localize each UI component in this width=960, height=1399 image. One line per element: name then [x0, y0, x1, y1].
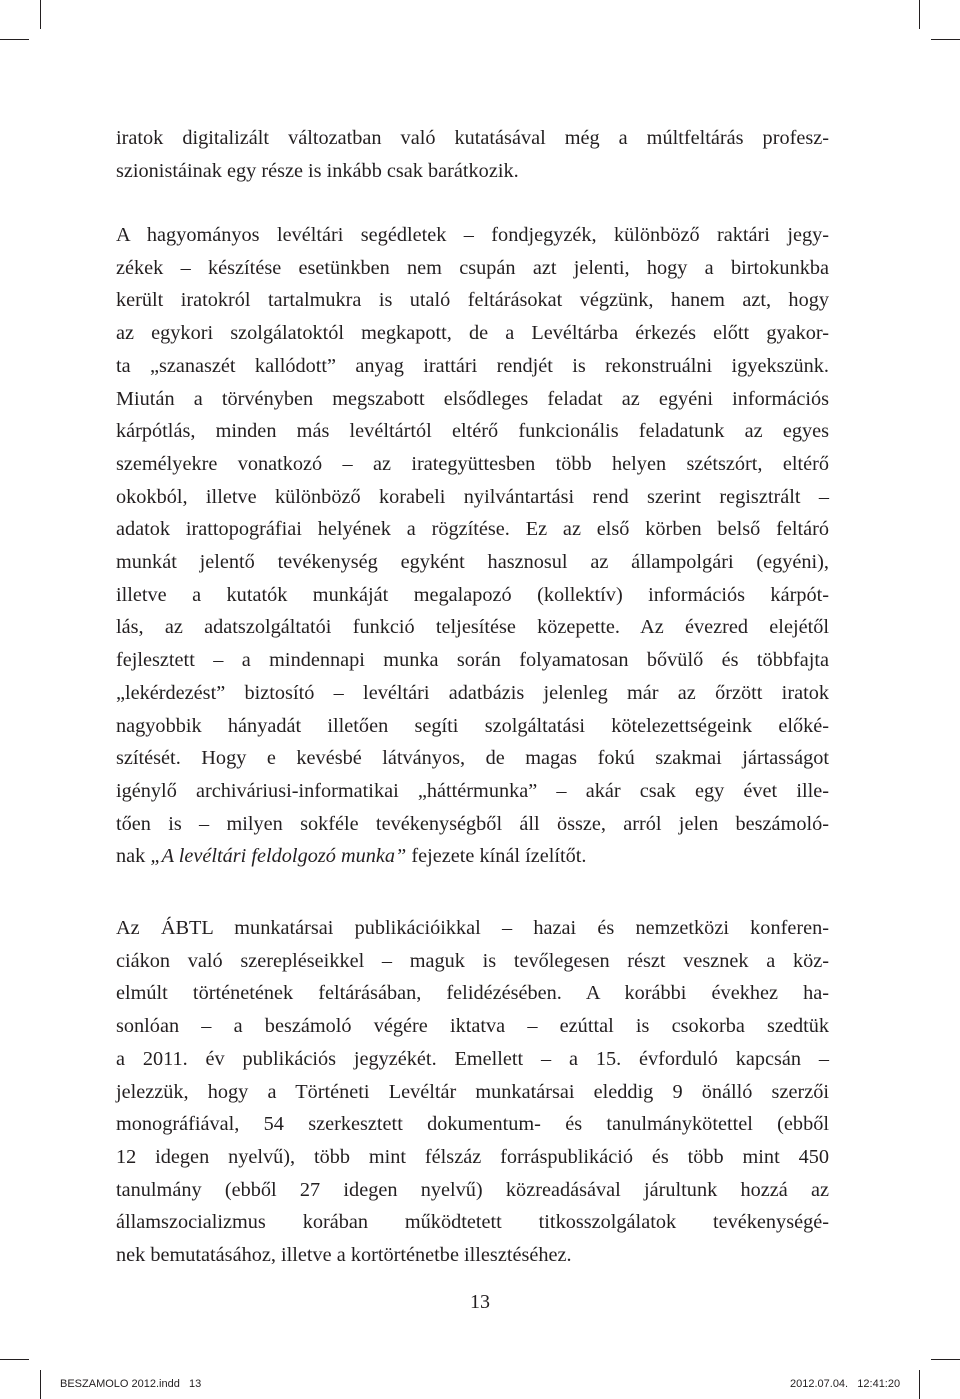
text-line: fejlesztett – a mindennapi munka során folyamatosan bővülő és többfajta	[116, 649, 829, 672]
text-line: ciákon való szerepléseikkel – maguk is tevőlegesen részt vesznek a köz-	[116, 949, 829, 972]
text-line: került iratokról tartalmukra is utaló feltárásokat végzünk, hanem azt, hogy	[116, 289, 829, 312]
text-line: zékek – készítése esetünkben nem csupán azt jelenti, hogy a birtokunkba	[116, 256, 829, 279]
text-line: illetve a kutatók munkáját megalapozó (kollektív) információs kárpót-	[116, 583, 829, 606]
text-line: a 2011. év publikációs jegyzékét. Emellett – a 15. évforduló kapcsán –	[116, 1047, 829, 1070]
paragraph-1	[116, 122, 829, 187]
text-line: ta „szanaszét kallódott” anyag irattári rendjét is rekonstruálni igyekszünk.	[116, 354, 829, 377]
section-title-reference: „A levéltári feldolgozó munka”	[150, 845, 407, 868]
text-line: tanulmány (ebből 27 idegen nyelvű) közreadásával járultunk hozzá az	[116, 1178, 829, 1201]
text-line: nek bemutatásához, illetve a kortörténetbe illesztéséhez.	[116, 1244, 572, 1267]
crop-mark-top-right-vertical	[919, 0, 920, 29]
text-line: A hagyományos levéltári segédletek – fondjegyzék, különböző raktári jegy-	[116, 224, 829, 246]
slug-timestamp: 2012.07.04. 12:41:20	[790, 1378, 901, 1390]
text-line: Miután a törvényben megszabott elsődleges feladat az egyéni információs	[116, 387, 829, 410]
text-line: 12 idegen nyelvű), több mint félszáz forráspublikáció és több mint 450	[116, 1145, 829, 1168]
text-line: monográfiával, 54 szerkesztett dokumentum- és tanulmánykötettel (ebből	[116, 1113, 829, 1136]
crop-mark-top-left-vertical	[40, 0, 41, 29]
text-line: adatok irattopográfiai helyének a rögzítése. Ez az első körben belső feltáró	[116, 518, 829, 541]
text-line: okokból, illetve különböző korabeli nyilvántartási rend szerint regisztrált –	[116, 485, 829, 508]
text-line: „lekérdezést” biztosító – levéltári adatbázis jelenleg már az őrzött iratok	[116, 681, 829, 704]
text-line: szítését. Hogy e kevésbé látványos, de magas fokú szakmai jártasságot	[116, 747, 829, 770]
paragraph-3	[116, 912, 829, 1272]
text-line: igénylő archiváriusi-informatikai „háttérmunka” – akár csak egy évet ille-	[116, 779, 829, 802]
text-line: jelezzük, hogy a Történeti Levéltár munkatársai eleddig 9 önálló szerzői	[116, 1080, 829, 1103]
slug-filename: BESZAMOLO 2012.indd 13	[60, 1378, 202, 1390]
text-line: személyekre vonatkozó – az irategyüttesben több helyen szétszórt, eltérő	[116, 452, 829, 475]
crop-mark-bottom-right-vertical	[919, 1370, 920, 1399]
text-line: Az ÁBTL munkatársai publikációikkal – hazai és nemzetközi konferen-	[116, 917, 829, 939]
crop-mark-bottom-right-horizontal	[931, 1359, 960, 1360]
text-line: munkát jelentő tevékenység egyként hasznosul az állampolgári (egyéni),	[116, 551, 829, 574]
crop-mark-top-left-horizontal	[0, 39, 29, 40]
text-line: elmúlt történetének feltárásában, felidézésében. A korábbi évekhez ha-	[116, 982, 829, 1005]
text-line: kárpótlás, minden más levéltártól eltérő funkcionális feladatunk az egyes	[116, 420, 829, 443]
text-segment: nak	[116, 845, 151, 868]
text-line: iratok digitalizált változatban való kutatásával még a múltfeltárás profesz-	[116, 127, 829, 149]
crop-mark-bottom-left-vertical	[40, 1370, 41, 1399]
text-segment: fejezete kínál ízelítőt.	[406, 845, 587, 868]
page-number: 13	[470, 1291, 490, 1313]
crop-mark-bottom-left-horizontal	[0, 1359, 29, 1360]
text-line: államszocializmus korában működtetett titkosszolgálatok tevékenységé-	[116, 1211, 829, 1234]
text-line	[116, 840, 829, 873]
text-line: szionistáinak egy része is inkább csak barátkozik.	[116, 159, 519, 182]
text-line: tően is – milyen sokféle tevékenységből áll össze, arról jelen beszámoló-	[116, 812, 829, 835]
paragraph-2	[116, 219, 829, 873]
text-line: sonlóan – a beszámoló végére iktatva – ezúttal is csokorba szedtük	[116, 1015, 829, 1038]
text-line: nagyobbik hányadát illetően segíti szolgáltatási kötelezettségeink előké-	[116, 714, 829, 737]
crop-mark-top-right-horizontal	[931, 39, 960, 40]
text-line: lás, az adatszolgáltatói funkció teljesítése közepette. Az évezred elejétől	[116, 616, 829, 639]
text-line: az egykori szolgálatoktól megkapott, de a Levéltárba érkezés előtt gyakor-	[116, 322, 829, 345]
